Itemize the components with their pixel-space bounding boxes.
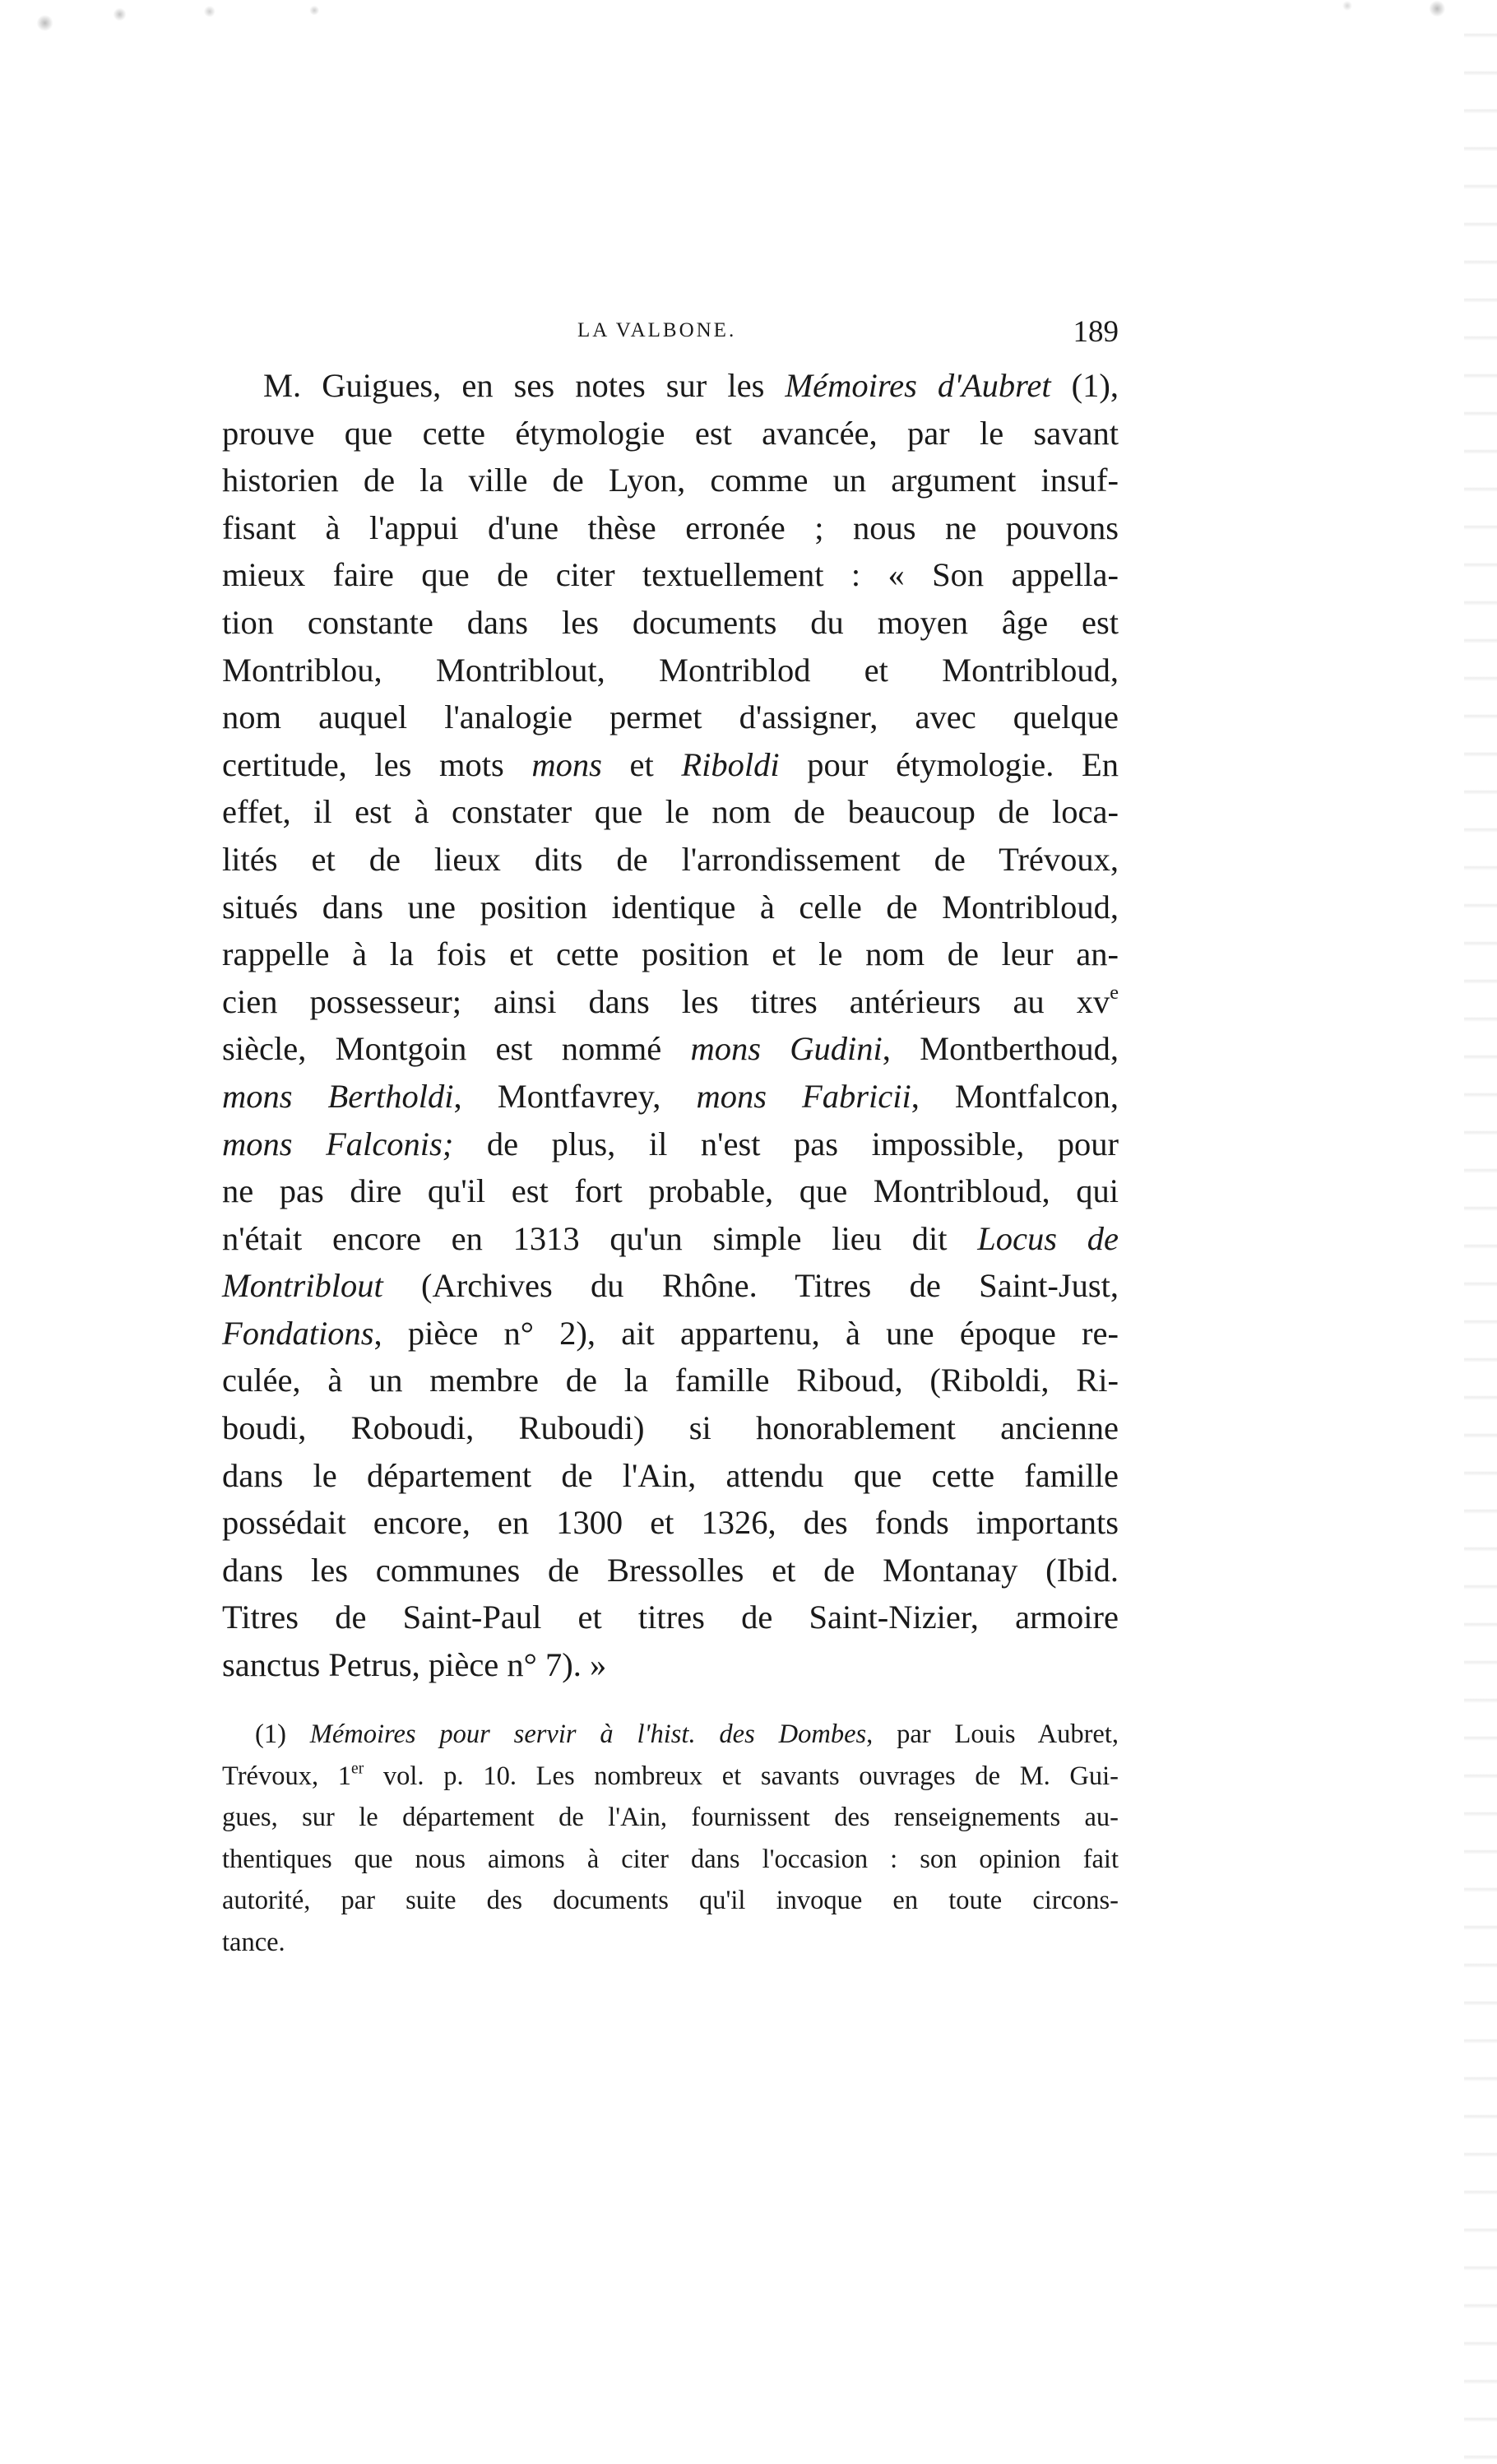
italic-text: mons Bertholdi <box>222 1077 454 1115</box>
italic-text: Fondations <box>222 1314 374 1352</box>
superscript: er <box>351 1759 364 1777</box>
superscript: e <box>1110 981 1119 1004</box>
body-text-line: tion constante dans les documents du moyen âge est <box>222 603 1119 641</box>
footnote-line: gues, sur le département de l'Ain, fournissent des renseignements au- <box>222 1803 1119 1832</box>
body-text-line: sanctus Petrus, pièce n° 7). » <box>222 1646 607 1684</box>
body-text-line: boudi, Roboudi, Ruboudi) si honorablement ancienne <box>222 1409 1119 1447</box>
footnote-line: Trévoux, 1er vol. p. 10. Les nombreux et savants ouvrages de M. Gui- <box>222 1759 1119 1791</box>
scan-edge-top <box>0 0 1497 58</box>
italic-text: mons Falconis; <box>222 1125 454 1162</box>
body-text-line: cien possesseur; ainsi dans les titres antérieurs au $xv^e$ <box>222 981 1119 1020</box>
body-text-line: n'était encore en 1313 qu'un simple lieu dit Locus de <box>222 1219 1119 1257</box>
body-text-line: ne pas dire qu'il est fort probable, que Montribloud, qui <box>222 1172 1119 1210</box>
body-text-line: historien de la ville de Lyon, comme un argument insuf- <box>222 462 1119 499</box>
italic-text: mons <box>531 745 602 783</box>
page-number: 189 <box>1073 315 1119 349</box>
body-text-line: situés dans une position identique à celle de Montribloud, <box>222 888 1119 926</box>
scan-edge-right <box>1464 0 1497 2464</box>
italic-text: mons Gudini <box>690 1030 883 1068</box>
body-text-line: mons Falconis; de plus, il n'est pas impossible, pour <box>222 1125 1119 1162</box>
body-text-line: M. Guigues, en ses notes sur les Mémoires d'Aubret (1), <box>263 367 1119 404</box>
body-text-line: fisant à l'appui d'une thèse erronée ; nous ne pouvons <box>222 508 1119 546</box>
body-text-line: mieux faire que de citer textuellement : « Son appella- <box>222 556 1119 594</box>
footnote-line: thentiques que nous aimons à citer dans l'occasion : son opinion fait <box>222 1844 1119 1874</box>
body-text-line: Titres de Saint-Paul et titres de Saint-Nizier, armoire <box>222 1599 1119 1636</box>
body-text-line: Montriblout (Archives du Rhône. Titres de Saint-Just, <box>222 1267 1119 1305</box>
italic-text: Montriblout <box>222 1267 383 1305</box>
body-text-line: dans le département de l'Ain, attendu que cette famille <box>222 1456 1119 1494</box>
footnote-line: autorité, par suite des documents qu'il invoque en toute circons- <box>222 1886 1119 1915</box>
body-text-line: nom auquel l'analogie permet d'assigner, avec quelque <box>222 698 1119 736</box>
italic-text: Mémoires pour servir à l'hist. des Dombes <box>309 1719 867 1749</box>
body-text-line: Fondations, pièce n° 2), ait appartenu, à une époque re- <box>222 1314 1119 1352</box>
body-text-line: possédait encore, en 1300 et 1326, des fonds importants <box>222 1504 1119 1542</box>
italic-text: mons Fabricii <box>696 1077 911 1115</box>
body-text-line: siècle, Montgoin est nommé mons Gudini, Montberthoud, <box>222 1030 1119 1068</box>
body-text-line: mons Bertholdi, Montfavrey, mons Fabricii, Montfalcon, <box>222 1077 1119 1115</box>
italic-text: Mémoires d'Aubret <box>785 367 1051 404</box>
footnote <box>222 1714 1119 1963</box>
body-paragraph <box>222 362 1119 1689</box>
page-header <box>222 315 1119 360</box>
body-text-line: prouve que cette étymologie est avancée, par le savant <box>222 414 1119 452</box>
italic-text: Locus de <box>977 1219 1119 1257</box>
italic-text: Riboldi <box>681 745 780 783</box>
body-text-line: certitude, les mots mons et Riboldi pour étymologie. En <box>222 745 1119 783</box>
body-text-line: rappelle à la fois et cette position et le nom de leur an- <box>222 935 1119 973</box>
running-title: LA VALBONE. <box>577 319 737 341</box>
body-text-line: lités et de lieux dits de l'arrondissement de Trévoux, <box>222 840 1119 878</box>
body-text-line: effet, il est à constater que le nom de beaucoup de loca- <box>222 793 1119 831</box>
body-text-line: Montriblou, Montriblout, Montriblod et Montribloud, <box>222 651 1119 689</box>
body-text-line: dans les communes de Bressolles et de Montanay (Ibid. <box>222 1551 1119 1589</box>
footnote-line: tance. <box>222 1927 285 1957</box>
footnote-line: (1) Mémoires pour servir à l'hist. des Dombes, par Louis Aubret, <box>255 1719 1119 1749</box>
body-text-line: culée, à un membre de la famille Riboud, (Riboldi, Ri- <box>222 1362 1119 1399</box>
